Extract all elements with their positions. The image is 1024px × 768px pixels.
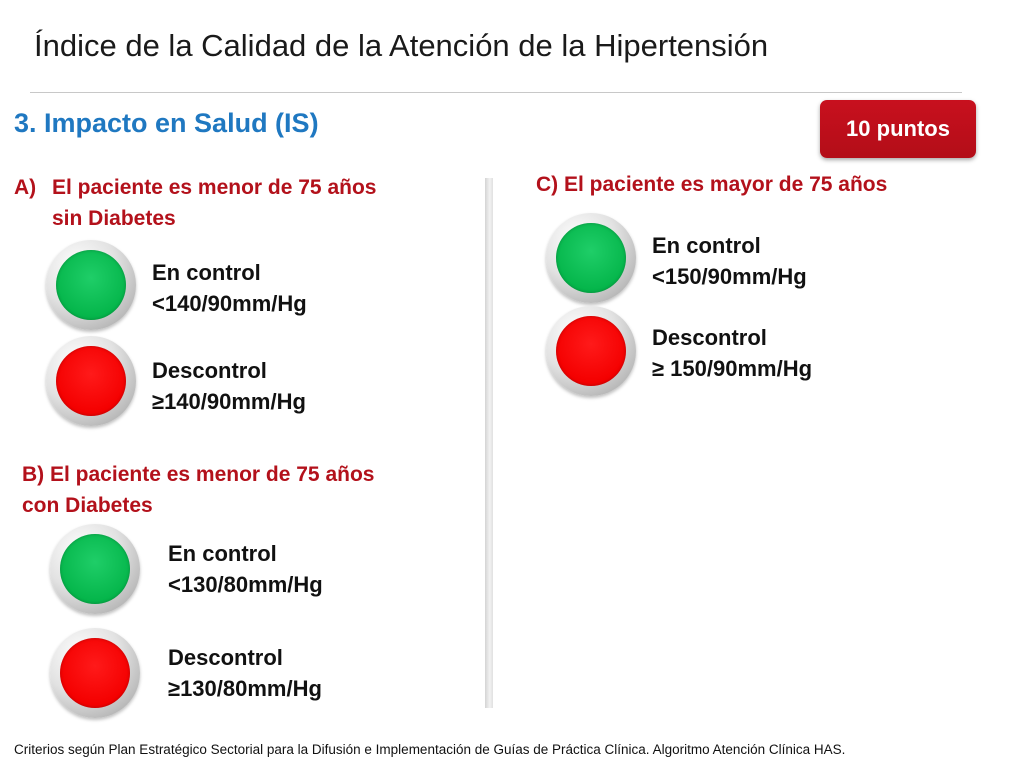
group-b-control-status: En control <box>168 541 277 566</box>
group-a-control-status: En control <box>152 260 261 285</box>
group-a-uncontrolled-range: ≥140/90mm/Hg <box>152 389 306 414</box>
group-c-control-status: En control <box>652 233 761 258</box>
group-b-uncontrolled-label <box>168 642 322 704</box>
group-b-uncontrolled-range: ≥130/80mm/Hg <box>168 676 322 701</box>
green-light-icon <box>50 524 140 614</box>
group-c-line1: C) El paciente es mayor de 75 años <box>536 173 888 196</box>
group-b-control-range: <130/80mm/Hg <box>168 572 323 597</box>
red-light-icon <box>46 336 136 426</box>
group-c-heading <box>536 169 887 200</box>
group-c-uncontrolled-label <box>652 322 812 384</box>
column-divider <box>485 178 493 708</box>
title-divider <box>30 92 962 93</box>
group-a-heading <box>14 172 376 234</box>
slide-title: Índice de la Calidad de la Atención de la Hipertensión <box>34 28 769 63</box>
section-title: 3. Impacto en Salud (IS) <box>14 108 319 138</box>
footer-note: Criterios según Plan Estratégico Sectorial para la Difusión e Implementación de Guías de Práctica Clínica. Algoritmo Atención Clínica HAS. <box>14 742 846 757</box>
red-light-icon <box>50 628 140 718</box>
group-c-control-label <box>652 230 807 292</box>
group-a-uncontrolled-status: Descontrol <box>152 358 267 383</box>
group-a-control-range: <140/90mm/Hg <box>152 291 307 316</box>
group-c-control-range: <150/90mm/Hg <box>652 264 807 289</box>
green-light-icon <box>546 213 636 303</box>
group-b-line2: con Diabetes <box>22 494 153 517</box>
group-b-uncontrolled-status: Descontrol <box>168 645 283 670</box>
group-a-line2: sin Diabetes <box>52 207 176 230</box>
group-c-uncontrolled-status: Descontrol <box>652 325 767 350</box>
group-a-line1: El paciente es menor de 75 años <box>52 176 377 199</box>
group-a-uncontrolled-label <box>152 355 306 417</box>
group-a-control-label <box>152 257 307 319</box>
points-badge: 10 puntos <box>820 100 976 158</box>
group-c-uncontrolled-range: ≥ 150/90mm/Hg <box>652 356 813 381</box>
red-light-icon <box>546 306 636 396</box>
group-b-control-label <box>168 538 323 600</box>
group-b-line1: B) El paciente es menor de 75 años <box>22 463 375 486</box>
group-b-heading <box>22 459 374 521</box>
green-light-icon <box>46 240 136 330</box>
group-a-prefix: A) <box>14 176 37 199</box>
